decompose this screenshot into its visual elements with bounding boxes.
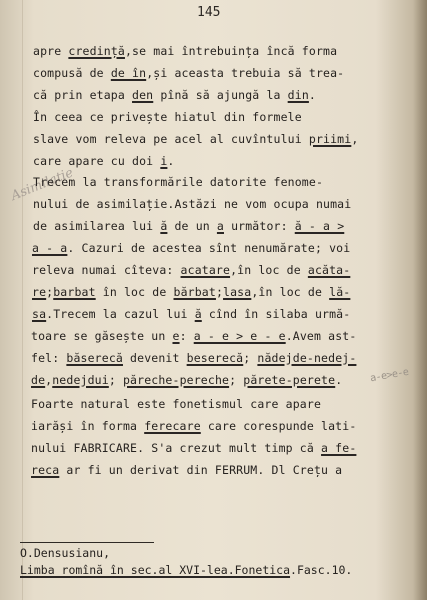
underlined-term: de în bbox=[110, 65, 147, 80]
text-run: ; bbox=[243, 350, 258, 365]
underlined-term: e bbox=[172, 328, 180, 343]
underlined-term: ă bbox=[194, 306, 202, 321]
underlined-term: ă - a > bbox=[294, 219, 345, 234]
underlined-term: i bbox=[160, 153, 168, 168]
pencil-right-note: a-e>e-e bbox=[369, 366, 410, 385]
text-line bbox=[33, 154, 174, 168]
text-line bbox=[33, 219, 344, 233]
text-run: iarăși în forma bbox=[31, 419, 145, 434]
text-line bbox=[31, 373, 342, 387]
underlined-term: a bbox=[216, 219, 224, 234]
page-number: 145 bbox=[197, 5, 221, 20]
underlined-term: barbat bbox=[53, 284, 96, 299]
text-run: ,și aceasta trebuia să trea- bbox=[146, 65, 345, 80]
footnote-author: O.Densusianu, bbox=[20, 546, 111, 560]
text-line bbox=[31, 329, 356, 343]
underlined-term: băserecă bbox=[66, 350, 123, 365]
footnote-divider bbox=[20, 542, 154, 543]
footnote-reference-title: Limba romînă în sec.al XVI-lea.Fonetica bbox=[20, 563, 291, 577]
text-run: ; bbox=[215, 284, 224, 299]
text-run: În ceea ce privește hiatul din formele bbox=[33, 109, 302, 124]
text-run: Foarte natural este fonetismul care apare bbox=[31, 397, 322, 412]
underlined-term: nedejdui bbox=[52, 372, 109, 387]
text-line bbox=[33, 88, 316, 102]
text-run: următor: bbox=[224, 219, 295, 234]
underlined-term: nădejde-nedej- bbox=[257, 350, 357, 365]
text-run: de un bbox=[167, 219, 217, 234]
text-run: pînă să ajungă la bbox=[153, 87, 288, 102]
text-run: releva numai cîteva: bbox=[32, 263, 181, 277]
underlined-term: bărbat bbox=[173, 284, 216, 299]
underlined-term: reca bbox=[31, 463, 60, 478]
text-line bbox=[33, 44, 337, 58]
underlined-term: credință bbox=[68, 44, 125, 58]
underlined-term: păreche-pereche bbox=[122, 372, 230, 387]
text-run: că prin etapa bbox=[33, 87, 133, 102]
text-run: . bbox=[167, 153, 175, 168]
text-line bbox=[32, 263, 350, 277]
text-line bbox=[33, 66, 344, 80]
text-run: fel: bbox=[31, 350, 67, 365]
text-run: .Avem ast- bbox=[285, 328, 357, 343]
text-run: în loc de bbox=[95, 284, 174, 299]
text-run: toare se găsește un bbox=[31, 328, 173, 343]
underlined-term: beserecă bbox=[186, 350, 244, 365]
footnote-reference-tail: .Fasc.10. bbox=[290, 563, 353, 577]
text-run: : bbox=[179, 328, 194, 343]
underlined-term: părete-perete bbox=[243, 372, 336, 387]
text-line bbox=[31, 397, 321, 411]
text-run: care corespunde lati- bbox=[200, 419, 357, 434]
text-run: , bbox=[351, 131, 359, 146]
text-run: .Trecem la cazul lui bbox=[46, 306, 195, 321]
text-line bbox=[31, 441, 356, 455]
underlined-term: re bbox=[32, 284, 47, 299]
text-run: slave vom releva pe acel al cuvîntului bbox=[33, 131, 309, 146]
pencil-margin-note: Asimilatie bbox=[9, 165, 76, 204]
text-run: cînd în silaba urmă- bbox=[201, 306, 351, 321]
underlined-term: priimi bbox=[308, 131, 352, 146]
text-run: ; bbox=[46, 284, 54, 299]
underlined-term: acatare bbox=[180, 263, 231, 277]
text-line bbox=[33, 110, 302, 124]
text-run: . bbox=[335, 372, 343, 387]
text-line bbox=[33, 197, 351, 211]
underlined-term: den bbox=[132, 87, 154, 102]
underlined-term: de bbox=[31, 372, 46, 387]
underlined-term: a - e > e - e bbox=[193, 328, 286, 343]
text-run: , bbox=[45, 372, 53, 387]
underlined-term: lă- bbox=[329, 284, 351, 299]
text-line bbox=[31, 419, 356, 433]
text-run: devenit bbox=[122, 350, 187, 365]
text-line bbox=[31, 351, 356, 365]
underlined-term: acăta- bbox=[307, 263, 351, 277]
text-line bbox=[33, 175, 323, 189]
underlined-term: din bbox=[287, 87, 309, 102]
underlined-term: a fe- bbox=[321, 441, 357, 456]
footnote-reference bbox=[20, 563, 352, 577]
text-run: nului FABRICARE. S'a crezut mult timp că bbox=[31, 441, 322, 456]
text-line bbox=[33, 132, 358, 146]
text-run: apre bbox=[33, 44, 69, 58]
text-run: . Cazuri de acestea sînt nenumărate; voi bbox=[67, 241, 351, 256]
text-run: de asimilarea lui bbox=[33, 219, 161, 234]
text-run: care apare cu doi bbox=[33, 153, 161, 168]
underlined-term: ă bbox=[160, 219, 168, 234]
text-run: nului de asimilație.Astăzi ne vom ocupa numai bbox=[33, 197, 352, 212]
text-run: ,în loc de bbox=[230, 263, 308, 277]
page-fold bbox=[22, 0, 23, 600]
text-line bbox=[31, 463, 342, 477]
text-run: ,în loc de bbox=[251, 284, 330, 299]
text-run: ,se mai întrebuința încă forma bbox=[124, 44, 338, 58]
underlined-term: a - a bbox=[32, 241, 68, 256]
underlined-term: sa bbox=[32, 306, 47, 321]
text-run: Trecem la transformările datorite fenome- bbox=[33, 175, 324, 190]
text-run: . bbox=[308, 87, 316, 102]
underlined-term: ferecare bbox=[144, 419, 201, 434]
underlined-term: lasa bbox=[223, 284, 252, 299]
text-line bbox=[32, 307, 350, 321]
text-run: ; bbox=[229, 372, 244, 387]
text-line bbox=[32, 241, 350, 255]
text-run: ar fi un derivat din FERRUM. Dl Crețu a bbox=[59, 463, 343, 478]
text-run: ; bbox=[108, 372, 123, 387]
text-run: compusă de bbox=[33, 65, 111, 80]
page-edge-shadow bbox=[413, 0, 427, 600]
text-line bbox=[32, 285, 350, 299]
